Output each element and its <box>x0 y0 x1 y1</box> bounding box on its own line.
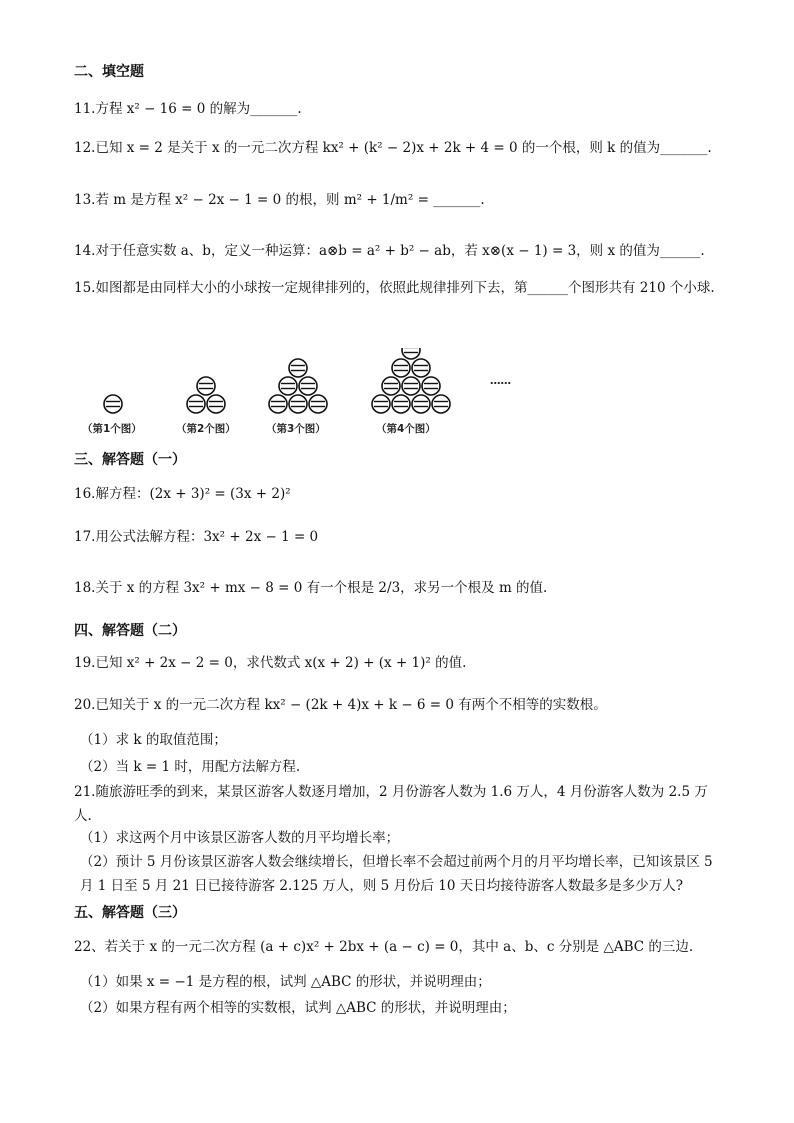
ball-pattern-svg <box>76 348 536 443</box>
ball-3 <box>269 395 287 413</box>
question-22-part-1: （1）如果 x = −1 是方程的根，试判 △ABC 的形状，并说明理由； <box>80 974 491 990</box>
ball-4 <box>432 395 450 413</box>
ball-4 <box>402 377 420 395</box>
question-20-part-1: （1）求 k 的取值范围； <box>80 732 227 748</box>
question-22: 22、若关于 x 的一元二次方程 (a + c)x² + 2bx + (a − c) = 0，其中 a、b、c 分别是 △ABC 的三边. <box>74 939 694 955</box>
question-17: 17.用公式法解方程：3x² + 2x − 1 = 0 <box>74 529 319 545</box>
question-22-part-2: （2）如果方程有两个相等的实数根，试判 △ABC 的形状，并说明理由； <box>80 1000 516 1016</box>
ball-3 <box>289 359 307 377</box>
ball-2 <box>207 395 225 413</box>
ball-1 <box>104 395 122 413</box>
question-14: 14.对于任意实数 a、b，定义一种运算：a⊗b = a² + b² − ab，若 x⊗(x − 1) = 3，则 x 的值为______. <box>74 243 705 259</box>
caption-figure-4: （第4个图） <box>376 423 436 435</box>
question-12: 12.已知 x = 2 是关于 x 的一元二次方程 kx² + (k² − 2)x + 2k + 4 = 0 的一个根，则 k 的值为_______. <box>74 140 712 156</box>
ball-4 <box>412 395 430 413</box>
ball-pattern-figure <box>76 348 536 443</box>
question-21: 21.随旅游旺季的到来，某景区游客人数逐月增加，2 月份游客人数为 1.6 万人，4 月份游客人数为 2.5 万人. <box>74 784 708 824</box>
question-16: 16.解方程：(2x + 3)² = (3x + 2)² <box>74 486 291 502</box>
question-20: 20.已知关于 x 的一元二次方程 kx² − (2k + 4)x + k − 6 = 0 有两个不相等的实数根。 <box>74 697 607 713</box>
question-21-part-1: （1）求这两个月中该景区游客人数的月平均增长率； <box>80 830 400 846</box>
ball-4 <box>412 359 430 377</box>
section-2-heading: 二、填空题 <box>74 64 144 80</box>
ball-4 <box>392 359 410 377</box>
ball-4 <box>382 377 400 395</box>
question-15: 15.如图都是由同样大小的小球按一定规律排列的，依照此规律排列下去，第______个图形共有 210 个小球. <box>74 280 715 296</box>
ball-2 <box>197 377 215 395</box>
ball-4 <box>392 395 410 413</box>
ball-3 <box>279 377 297 395</box>
caption-figure-1: （第1个图） <box>82 423 142 435</box>
question-18: 18.关于 x 的方程 3x² + mx − 8 = 0 有一个根是 2/3，求另一个根及 m 的值. <box>74 580 548 596</box>
ball-4 <box>422 377 440 395</box>
ellipsis: …… <box>490 375 511 387</box>
ball-3 <box>289 395 307 413</box>
ball-3 <box>299 377 317 395</box>
ball-3 <box>309 395 327 413</box>
question-20-part-2: （2）当 k = 1 时，用配方法解方程. <box>80 759 301 775</box>
ball-4 <box>402 348 420 359</box>
question-11: 11.方程 x² − 16 = 0 的解为_______. <box>74 101 302 117</box>
question-19: 19.已知 x² + 2x − 2 = 0，求代数式 x(x + 2) + (x + 1)² 的值. <box>74 655 467 671</box>
question-13: 13.若 m 是方程 x² − 2x − 1 = 0 的根，则 m² + 1/m² = _______. <box>74 192 485 208</box>
question-21-part-2: （2）预计 5 月份该景区游客人数会继续增长，但增长率不会超过前两个月的月平均增长率，已知该景区 5 月 1 日至 5 月 21 日已接待游客 2.125 万人，则 5 月份后 10 天日均接待游客人数最多是多少万人? <box>80 854 713 894</box>
section-5-heading: 五、解答题（三） <box>74 905 186 921</box>
caption-figure-2: （第2个图） <box>176 423 236 435</box>
ball-4 <box>372 395 390 413</box>
ball-group <box>104 348 450 413</box>
caption-figure-3: （第3个图） <box>266 423 326 435</box>
section-3-heading: 三、解答题（一） <box>74 452 186 468</box>
ball-2 <box>187 395 205 413</box>
section-4-heading: 四、解答题（二） <box>74 623 186 639</box>
